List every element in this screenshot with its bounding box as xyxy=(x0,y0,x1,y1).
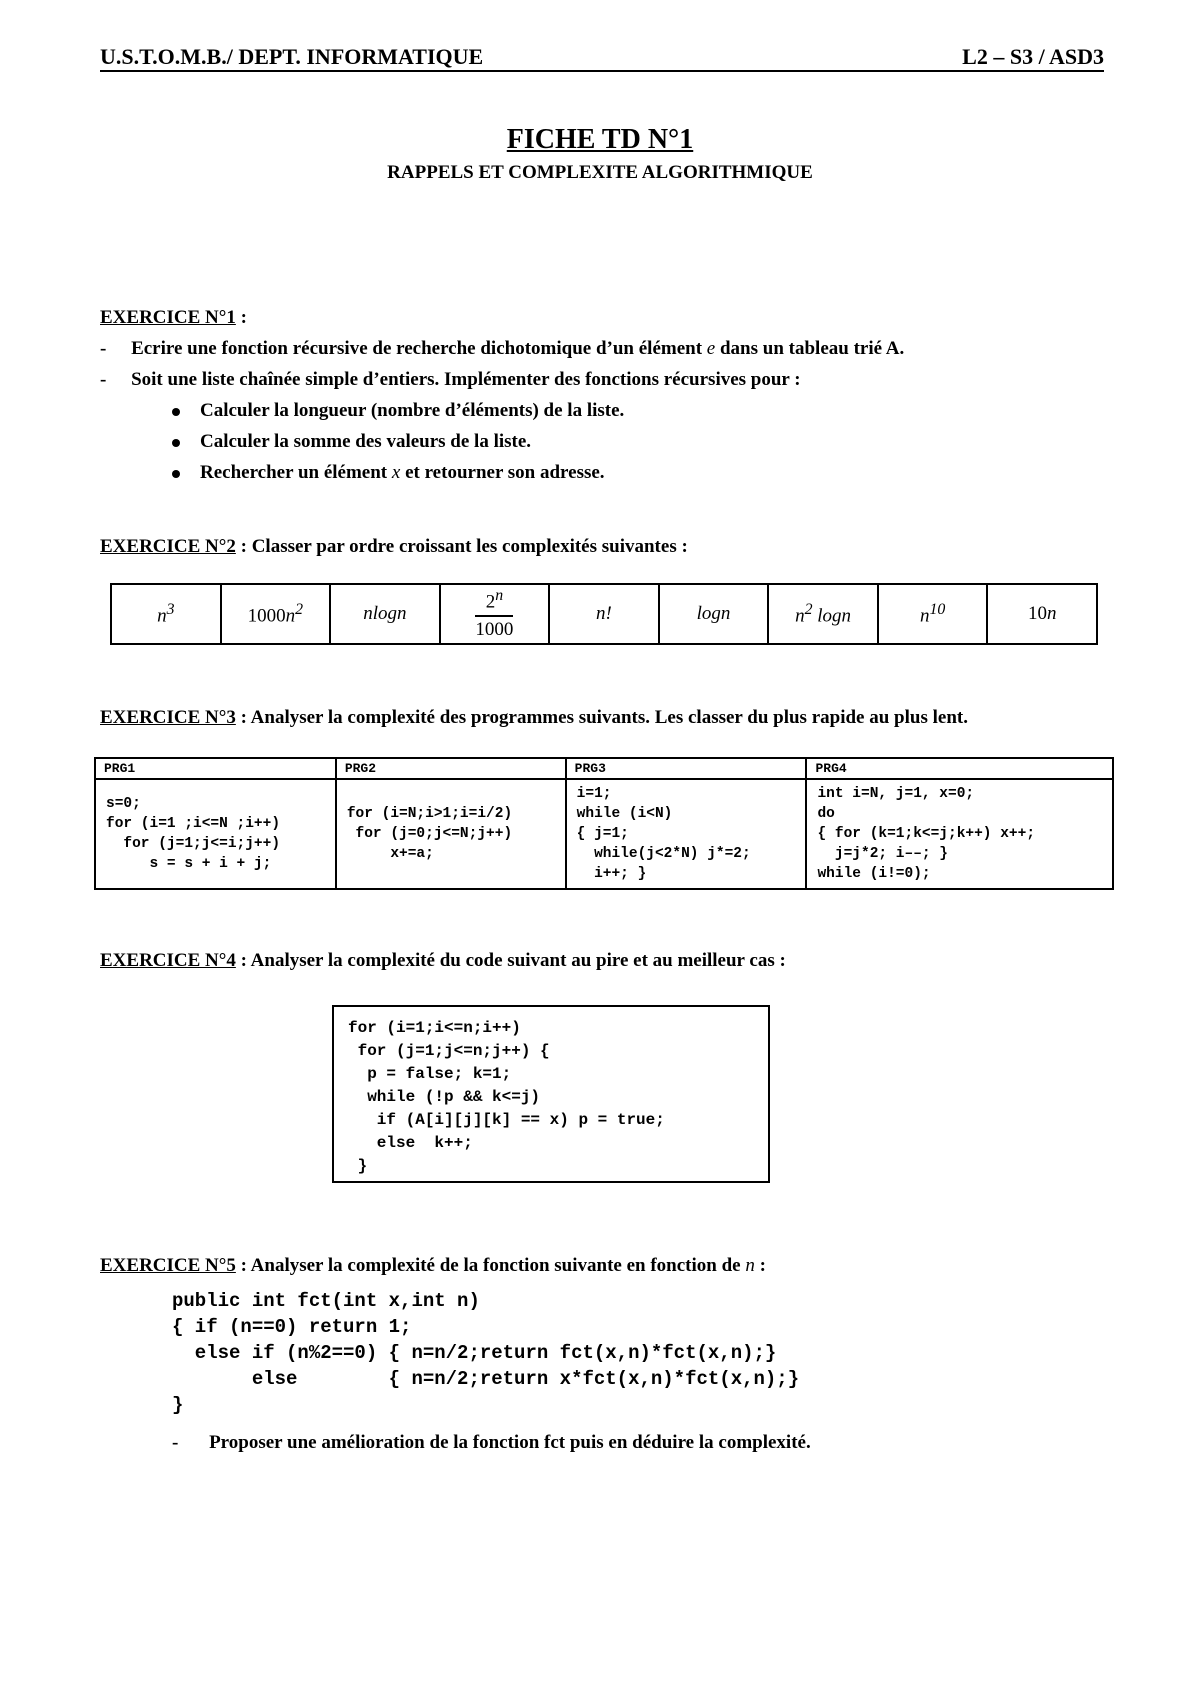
ex1-bullet-1 xyxy=(172,400,624,422)
ex1-heading xyxy=(100,307,1120,329)
program-code-cell xyxy=(566,779,807,889)
program-code-cell xyxy=(95,779,336,889)
ex1-item-text2: dans un tableau trié A. xyxy=(715,338,905,359)
ex5-text2: : xyxy=(754,1255,766,1276)
ex5-heading xyxy=(100,1255,1120,1277)
ex5-item xyxy=(172,1432,811,1454)
ex1-bullet-text: Rechercher un élément xyxy=(200,462,392,483)
program-code-cell xyxy=(336,779,566,889)
ex4-label: EXERCICE N°4 xyxy=(100,950,236,971)
ex4-text: : Analyser la complexité du code suivant au pire et au meilleur cas : xyxy=(235,950,786,971)
ex1-suffix: : xyxy=(235,307,247,328)
page-title: FICHE TD N°1 xyxy=(506,124,694,155)
ex1-bullet-text: Calculer la longueur (nombre d’éléments) de la liste. xyxy=(200,400,625,421)
ex3-text: : Analyser la complexité des programmes suivants. Les classer du plus rapide au plus lent. xyxy=(235,707,968,728)
ex5-var: n xyxy=(745,1255,755,1276)
programs-header-row xyxy=(95,758,1113,779)
bullet-icon xyxy=(172,439,180,447)
complexity-cell: n! xyxy=(549,584,659,644)
ex1-item-marker: - xyxy=(100,338,107,359)
program-header: PRG1 xyxy=(95,758,336,779)
program-header: PRG3 xyxy=(566,758,807,779)
program-header: PRG4 xyxy=(806,758,1113,779)
ex1-bullet-text: Calculer la somme des valeurs de la liste. xyxy=(200,431,532,452)
header-institution: U.S.T.O.M.B./ DEPT. INFORMATIQUE xyxy=(100,44,484,69)
complexity-cell: $1000n^2$ xyxy=(221,584,331,644)
program-code: for (i=N;i>1;i=i/2) for (j=0;j<=N;j++) x+=a; xyxy=(346,806,513,862)
bullet-icon xyxy=(172,470,180,478)
ex5-code: public int fct(int x,int n) { if (n==0) return 1; else if (n%2==0) { n=n/2;return fct(x,n)*fct(x,n);} else { n=n/2;return x*fct(x,n)*fct(x,n);} } xyxy=(172,1290,800,1416)
ex1-bullet-text2: et retourner son adresse. xyxy=(400,462,605,483)
ex2-text: : Classer par ordre croissant les complexités suivantes : xyxy=(235,536,688,557)
program-header: PRG2 xyxy=(336,758,566,779)
ex1-bullet-var: x xyxy=(391,462,401,483)
ex1-item-text: Ecrire une fonction récursive de recherche dichotomique d’un élément xyxy=(131,338,707,359)
complexity-cell: $n^3$ xyxy=(111,584,221,644)
bullet-icon xyxy=(172,408,180,416)
ex1-item-2 xyxy=(100,369,801,391)
ex1-item-marker: - xyxy=(100,369,107,390)
ex4-code-box xyxy=(332,1005,770,1183)
ex3-label: EXERCICE N°3 xyxy=(100,707,236,728)
page-header xyxy=(100,44,1104,72)
program-code: int i=N, j=1, x=0; do { for (k=1;k<=j;k++) x++; j=j*2; i––; } while (i!=0); xyxy=(817,786,1036,882)
title-block xyxy=(0,124,1200,184)
program-code: s=0; for (i=1 ;i<=N ;i++) for (j=1;j<=i;j++) s = s + i + j; xyxy=(106,796,281,872)
ex5-item-text: Proposer une amélioration de la fonction fct puis en déduire la complexité. xyxy=(209,1432,811,1453)
complexity-table xyxy=(110,583,1098,645)
ex5-code-block xyxy=(172,1288,799,1418)
programs-code-row xyxy=(95,779,1113,889)
ex5-item-marker: - xyxy=(172,1432,179,1453)
ex2-label: EXERCICE N°2 xyxy=(100,536,236,557)
complexity-cell: $n^{10}$ xyxy=(878,584,988,644)
complexity-row xyxy=(111,584,1097,644)
programs-table xyxy=(94,757,1114,890)
complexity-cell: nlogn xyxy=(330,584,440,644)
page-subtitle: RAPPELS ET COMPLEXITE ALGORITHMIQUE xyxy=(387,162,813,183)
fraction: $\frac{2^n}{1000}$ xyxy=(475,586,514,641)
ex2-heading xyxy=(100,536,1120,558)
ex1-bullet-3 xyxy=(172,462,605,484)
program-code: i=1; while (i<N) { j=1; while(j<2*N) j*=2; i++; } xyxy=(576,786,751,882)
complexity-cell: $n^2$ logn xyxy=(768,584,878,644)
complexity-cell xyxy=(440,584,550,644)
ex1-bullet-2 xyxy=(172,431,531,453)
ex1-item-var: e xyxy=(706,338,716,359)
ex5-text: : Analyser la complexité de la fonction suivante en fonction de xyxy=(235,1255,746,1276)
ex1-label: EXERCICE N°1 xyxy=(100,307,236,328)
ex5-label: EXERCICE N°5 xyxy=(100,1255,236,1276)
complexity-cell: 10n xyxy=(987,584,1097,644)
header-course: L2 – S3 / ASD3 xyxy=(962,44,1104,69)
ex1-item-1 xyxy=(100,338,904,360)
ex3-heading xyxy=(100,707,1120,729)
ex4-heading xyxy=(100,950,1120,972)
ex1-item-text: Soit une liste chaînée simple d’entiers. Implémenter des fonctions récursives pour : xyxy=(131,369,801,390)
program-code-cell xyxy=(806,779,1113,889)
complexity-cell: logn xyxy=(659,584,769,644)
ex4-code: for (i=1;i<=n;i++) for (j=1;j<=n;j++) { p = false; k=1; while (!p && k<=j) if (A[i][j][k] == x) p = true; else k++; } xyxy=(348,1019,665,1175)
